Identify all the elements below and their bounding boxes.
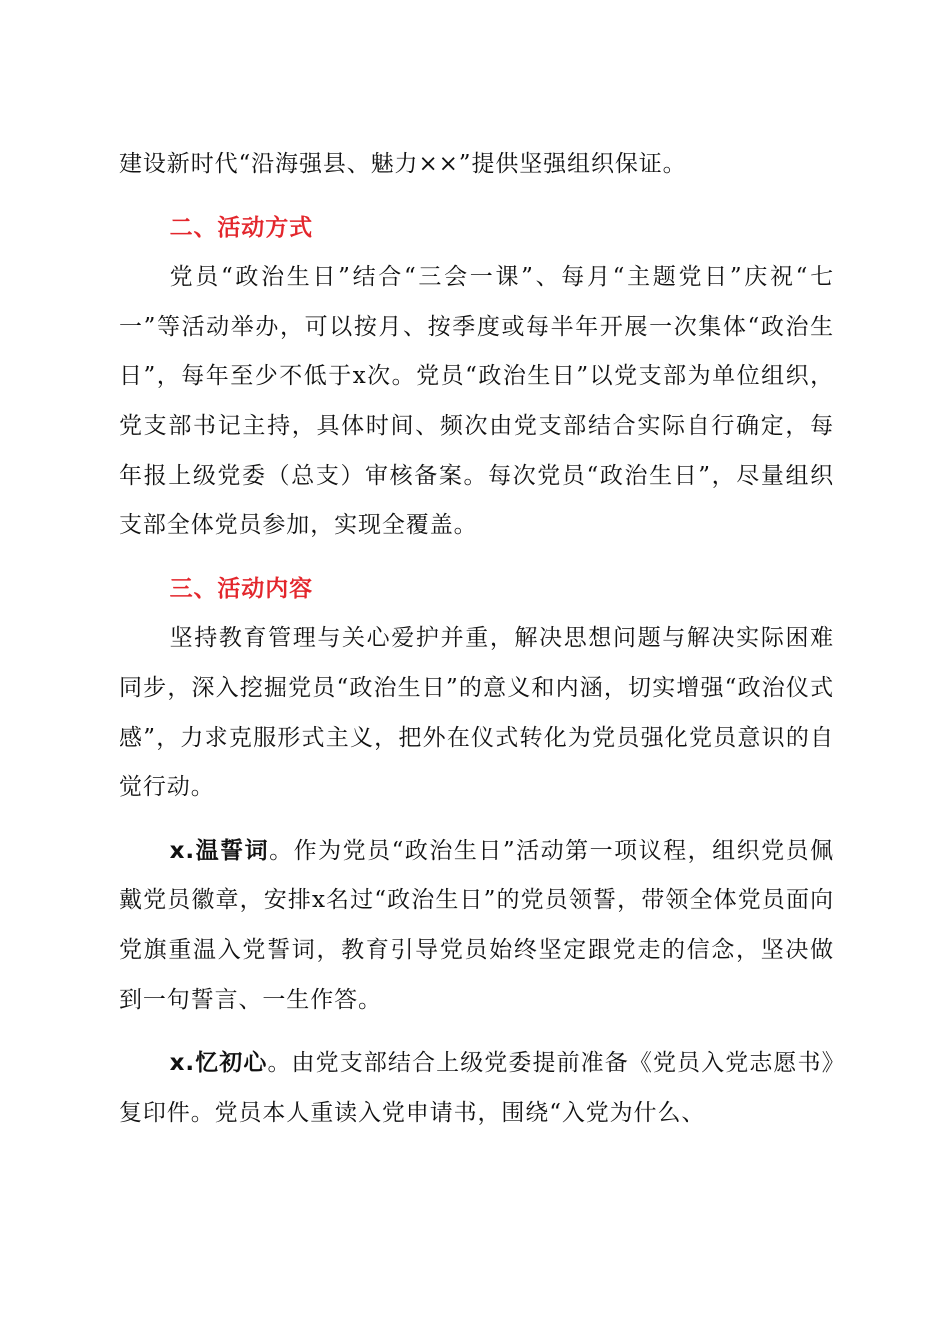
item-oath-paragraph: [119, 827, 834, 1025]
item-oath-lead: x.温誓词: [169, 837, 270, 864]
item-oath-text: 。作为党员“政治生日”活动第一项议程，组织党员佩戴党员徽章，安排x名过“政治生日”的党员领誓，带领全体党员面向党旗重温入党誓词，教育引导党员始终坚定跟党走的信念，坚决做到一句誓言、一生作答。: [119, 837, 834, 1013]
activity-method-paragraph: 党员“政治生日”结合“三会一课”、每月“主题党日”庆祝“七一”等活动举办，可以按月、按季度或每半年开展一次集体“政治生日”，每年至少不低于x次。党员“政治生日”以党支部为单位组织，党支部书记主持，具体时间、频次由党支部结合实际自行确定，每年报上级党委（总支）审核备案。每次党员“政治生日”，尽量组织支部全体党员参加，实现全覆盖。: [119, 264, 834, 539]
opening-paragraph: 建设新时代“沿海强县、魅力××”提供坚强组织保证。: [119, 151, 687, 177]
item-remember-text: 。由党支部结合上级党委提前准备《党员入党志愿书》复印件。党员本人重读入党申请书，围绕“入党为什么、: [119, 1050, 834, 1126]
section-heading-activity-method: 二、活动方式: [169, 214, 313, 241]
item-remember-paragraph: [119, 1039, 834, 1138]
section-heading-activity-content: 三、活动内容: [169, 575, 313, 602]
activity-content-paragraph: 坚持教育管理与关心爱护并重，解决思想问题与解决实际困难同步，深入挖掘党员“政治生日”的意义和内涵，切实增强“政治仪式感”，力求克服形式主义，把外在仪式转化为党员强化党员意识的自觉行动。: [119, 625, 834, 801]
document-body: [119, 140, 834, 1138]
item-remember-lead: x.忆初心: [169, 1050, 268, 1077]
